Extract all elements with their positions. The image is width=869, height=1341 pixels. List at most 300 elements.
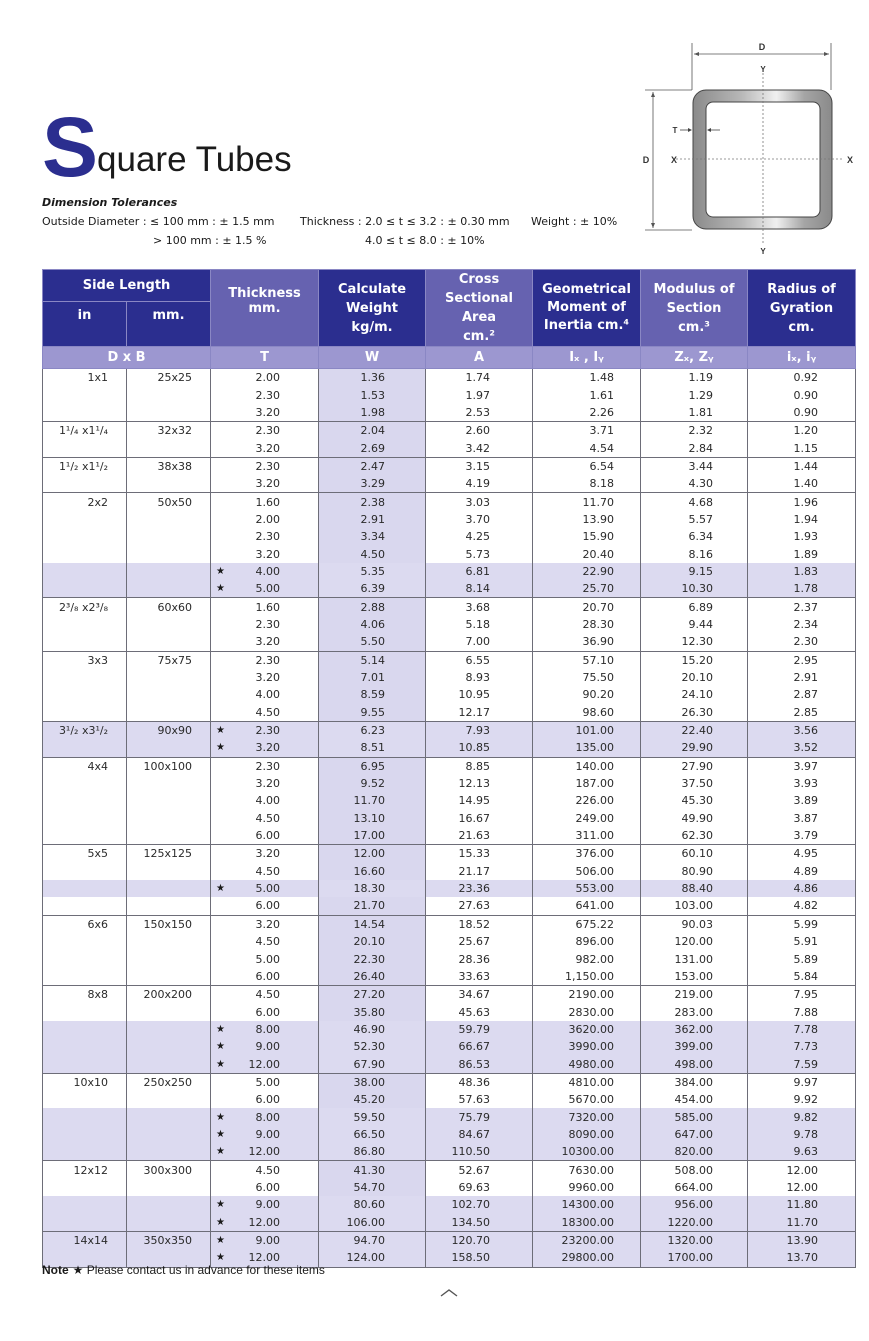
cell-thickness [211,1003,319,1020]
page-title [42,100,292,194]
cell-radius: 2.85 [748,704,856,722]
header-radius-unit: cm. [788,319,815,335]
thickness-value: 4.00 [255,688,281,702]
cell-inertia: 896.00 [533,933,641,950]
table-row [43,1231,856,1249]
thickness-value: 4.50 [255,935,281,949]
star-icon: ★ [216,1058,225,1070]
table-row [43,880,856,897]
star-icon: ★ [216,1023,225,1035]
table-row [43,739,856,757]
cell-area: 8.93 [426,669,533,686]
cell-modulus: 153.00 [641,968,748,986]
cell-modulus: 49.90 [641,810,748,827]
cell-inertia: 226.00 [533,792,641,809]
cell-radius: 4.95 [748,845,856,863]
cell-weight: 124.00 [319,1249,426,1267]
cell-area: 14.95 [426,792,533,809]
cell-side-mm [127,775,211,792]
cell-modulus: 647.00 [641,1126,748,1143]
cell-modulus: 8.16 [641,545,748,562]
thickness-value: 2.30 [255,459,281,473]
subheader-z: Zₓ, Zᵧ [641,347,748,369]
header-inertia-line2: Moment of [547,300,626,315]
cell-inertia: 6.54 [533,457,641,475]
cell-side-mm [127,1055,211,1073]
cell-modulus: 10.30 [641,580,748,598]
cell-side-in [43,1108,127,1125]
table-row [43,897,856,915]
thickness-value: 4.50 [255,705,281,719]
cell-weight: 21.70 [319,897,426,915]
cell-modulus: 9.15 [641,563,748,580]
cell-inertia: 1.61 [533,386,641,403]
cell-radius: 7.73 [748,1038,856,1055]
cell-weight: 12.00 [319,845,426,863]
cell-area: 7.93 [426,721,533,739]
table-row [43,845,856,863]
cell-weight: 45.20 [319,1091,426,1108]
cell-weight: 11.70 [319,792,426,809]
cell-weight: 1.36 [319,369,426,387]
tolerance-outside-diameter-1: Outside Diameter : ≤ 100 mm : ± 1.5 mm [42,215,275,228]
cell-modulus: 103.00 [641,897,748,915]
cell-side-mm: 300x300 [127,1161,211,1179]
cell-weight: 35.80 [319,1003,426,1020]
cell-weight: 80.60 [319,1196,426,1213]
star-icon: ★ [216,1216,225,1228]
note-label: Note [42,1263,69,1277]
cell-thickness [211,1179,319,1196]
title-initial: S [42,100,97,194]
cell-side-in: 1x1 [43,369,127,387]
cell-modulus: 956.00 [641,1196,748,1213]
star-icon: ★ [216,883,225,895]
cell-area: 25.67 [426,933,533,950]
cell-thickness [211,580,319,598]
cell-area: 52.67 [426,1161,533,1179]
cell-side-in [43,616,127,633]
cell-weight: 6.39 [319,580,426,598]
thickness-value: 12.00 [248,1057,281,1071]
cell-radius: 2.87 [748,686,856,703]
square-tube-spec-table [42,269,856,1268]
cell-radius: 2.91 [748,669,856,686]
thickness-value: 2.00 [255,512,281,526]
cell-radius: 4.89 [748,863,856,880]
cell-area: 18.52 [426,915,533,933]
cell-side-mm [127,528,211,545]
thickness-value: 2.00 [255,371,281,385]
header-in: in [43,301,127,346]
cell-radius: 1.83 [748,563,856,580]
cell-side-in: 2³/₈ x2³/₈ [43,598,127,616]
table-row [43,827,856,845]
cell-side-in: 4x4 [43,757,127,775]
cell-weight: 8.59 [319,686,426,703]
cell-weight: 6.23 [319,721,426,739]
thickness-value: 12.00 [248,1251,281,1265]
cell-side-mm [127,1214,211,1232]
cell-thickness [211,1038,319,1055]
header-weight-unit: kg/m. [351,319,393,335]
cell-radius: 0.90 [748,386,856,403]
cell-inertia: 553.00 [533,880,641,897]
cell-side-in: 3¹/₂ x3¹/₂ [43,721,127,739]
cell-side-in [43,1196,127,1213]
cell-weight: 14.54 [319,915,426,933]
cell-thickness [211,598,319,616]
thickness-value: 9.00 [255,1234,281,1248]
cell-side-in [43,1126,127,1143]
cell-thickness [211,1108,319,1125]
star-icon: ★ [216,742,225,754]
cell-thickness [211,704,319,722]
table-row [43,757,856,775]
cell-thickness [211,792,319,809]
thickness-value: 5.00 [255,952,281,966]
header-side-length: Side Length [43,270,211,302]
cell-side-mm [127,386,211,403]
cell-area: 16.67 [426,810,533,827]
table-row [43,616,856,633]
star-icon: ★ [216,565,225,577]
cell-modulus: 5.57 [641,511,748,528]
cell-area: 28.36 [426,950,533,967]
cell-modulus: 1320.00 [641,1231,748,1249]
cell-inertia: 187.00 [533,775,641,792]
cell-area: 48.36 [426,1073,533,1091]
cell-radius: 0.92 [748,369,856,387]
thickness-value: 2.30 [255,388,281,402]
cell-inertia: 3.71 [533,422,641,440]
tolerance-thickness-1: Thickness : 2.0 ≤ t ≤ 3.2 : ± 0.30 mm [300,215,510,228]
cell-modulus: 1.19 [641,369,748,387]
cell-area: 4.19 [426,475,533,493]
subheader-w: W [319,347,426,369]
header-thickness-label: Thickness [228,286,301,301]
cell-side-in [43,528,127,545]
cell-inertia: 8090.00 [533,1126,641,1143]
cell-thickness [211,493,319,511]
cell-thickness [211,528,319,545]
cell-side-in: 6x6 [43,915,127,933]
label-d-top: D [758,42,766,52]
table-body [43,369,856,1268]
cell-side-in [43,439,127,457]
cell-thickness [211,950,319,967]
cell-weight: 5.50 [319,633,426,651]
cell-side-mm: 90x90 [127,721,211,739]
cell-side-in [43,880,127,897]
thickness-value: 4.50 [255,1163,281,1177]
header-mm: mm. [127,301,211,346]
thickness-value: 9.00 [255,1040,281,1054]
cell-thickness [211,439,319,457]
cell-inertia: 4980.00 [533,1055,641,1073]
cell-side-in [43,968,127,986]
cell-inertia: 7630.00 [533,1161,641,1179]
cell-modulus: 37.50 [641,775,748,792]
cell-thickness [211,845,319,863]
cell-side-in [43,669,127,686]
table-row [43,369,856,387]
cell-thickness [211,369,319,387]
cell-weight: 1.98 [319,404,426,422]
cell-side-in: 10x10 [43,1073,127,1091]
cell-side-in [43,1091,127,1108]
table-row [43,386,856,403]
cell-thickness [211,915,319,933]
cell-weight: 54.70 [319,1179,426,1196]
cell-thickness [211,669,319,686]
cell-area: 23.36 [426,880,533,897]
cell-side-mm [127,704,211,722]
cell-thickness [211,897,319,915]
cell-side-mm [127,950,211,967]
cell-radius: 9.63 [748,1143,856,1161]
cell-radius: 1.78 [748,580,856,598]
cell-radius: 3.93 [748,775,856,792]
cell-modulus: 62.30 [641,827,748,845]
cell-inertia: 18300.00 [533,1214,641,1232]
cell-side-mm: 50x50 [127,493,211,511]
cell-side-in [43,1038,127,1055]
cell-weight: 18.30 [319,880,426,897]
cell-modulus: 2.32 [641,422,748,440]
cell-side-in [43,511,127,528]
cell-thickness [211,810,319,827]
cell-inertia: 23200.00 [533,1231,641,1249]
cell-inertia: 2830.00 [533,1003,641,1020]
header-inertia-line3: Inertia cm.⁴ [543,318,630,333]
cell-modulus: 454.00 [641,1091,748,1108]
cell-weight: 86.80 [319,1143,426,1161]
table-row [43,1003,856,1020]
table-row [43,686,856,703]
cell-modulus: 6.89 [641,598,748,616]
cell-radius: 11.70 [748,1214,856,1232]
cell-weight: 94.70 [319,1231,426,1249]
cell-modulus: 585.00 [641,1108,748,1125]
cell-modulus: 498.00 [641,1055,748,1073]
cell-side-mm [127,968,211,986]
cell-weight: 5.14 [319,651,426,669]
thickness-value: 5.00 [255,1075,281,1089]
cell-weight: 13.10 [319,810,426,827]
cell-radius: 13.70 [748,1249,856,1267]
cell-inertia: 98.60 [533,704,641,722]
cell-side-in [43,827,127,845]
cell-area: 6.55 [426,651,533,669]
cell-inertia: 1,150.00 [533,968,641,986]
star-icon: ★ [216,1199,225,1211]
cell-area: 8.14 [426,580,533,598]
table-row [43,493,856,511]
cell-side-mm [127,880,211,897]
cell-side-mm [127,1108,211,1125]
cell-modulus: 362.00 [641,1021,748,1038]
cell-modulus: 2.84 [641,439,748,457]
cell-modulus: 4.30 [641,475,748,493]
tolerance-thickness-2: 4.0 ≤ t ≤ 8.0 : ± 10% [365,234,485,247]
cell-side-in [43,1003,127,1020]
cell-side-mm [127,1179,211,1196]
table-row [43,863,856,880]
cell-weight: 9.55 [319,704,426,722]
tolerance-weight: Weight : ± 10% [531,215,618,228]
cell-area: 45.63 [426,1003,533,1020]
cell-radius: 4.82 [748,897,856,915]
cell-radius: 5.84 [748,968,856,986]
table-row [43,1108,856,1125]
cell-radius: 12.00 [748,1179,856,1196]
cell-area: 33.63 [426,968,533,986]
cell-radius: 9.82 [748,1108,856,1125]
cell-side-mm [127,563,211,580]
cell-inertia: 57.10 [533,651,641,669]
cell-inertia: 3620.00 [533,1021,641,1038]
cell-inertia: 7320.00 [533,1108,641,1125]
cell-modulus: 1.81 [641,404,748,422]
header-weight-line1: Calculate [338,281,407,297]
cell-side-mm [127,1021,211,1038]
cell-side-mm: 125x125 [127,845,211,863]
table-row [43,792,856,809]
cell-area: 1.97 [426,386,533,403]
label-y-bottom: Y [760,247,766,256]
cell-side-mm [127,810,211,827]
header-cross-sectional-area [426,270,533,347]
table-row [43,721,856,739]
cell-side-mm [127,439,211,457]
table-row [43,457,856,475]
cell-modulus: 90.03 [641,915,748,933]
cell-modulus: 80.90 [641,863,748,880]
table-row [43,511,856,528]
cell-inertia: 3990.00 [533,1038,641,1055]
cell-inertia: 36.90 [533,633,641,651]
table-row [43,598,856,616]
cell-inertia: 20.40 [533,545,641,562]
cell-radius: 1.44 [748,457,856,475]
cell-area: 12.17 [426,704,533,722]
cell-inertia: 506.00 [533,863,641,880]
cell-thickness [211,511,319,528]
cell-area: 34.67 [426,986,533,1004]
thickness-value: 6.00 [255,899,281,913]
cell-thickness [211,633,319,651]
cell-side-in [43,404,127,422]
cell-modulus: 1700.00 [641,1249,748,1267]
cell-weight: 16.60 [319,863,426,880]
cell-side-mm [127,1038,211,1055]
cell-inertia: 376.00 [533,845,641,863]
cell-area: 110.50 [426,1143,533,1161]
square-tube-diagram [630,35,869,260]
cell-side-in [43,633,127,651]
cell-thickness [211,651,319,669]
cell-modulus: 508.00 [641,1161,748,1179]
cell-side-in [43,775,127,792]
cell-inertia: 15.90 [533,528,641,545]
table-row [43,1126,856,1143]
cell-area: 57.63 [426,1091,533,1108]
chevron-up-icon[interactable] [440,1287,458,1299]
cell-side-mm [127,792,211,809]
cell-modulus: 1220.00 [641,1214,748,1232]
thickness-value: 2.30 [255,653,281,667]
label-d-left: D [642,155,650,165]
cell-thickness [211,827,319,845]
cell-thickness [211,1231,319,1249]
cell-thickness [211,1055,319,1073]
cell-side-in [43,863,127,880]
cell-thickness [211,1143,319,1161]
cell-inertia: 11.70 [533,493,641,511]
cell-radius: 2.34 [748,616,856,633]
table-row [43,704,856,722]
cell-thickness [211,1021,319,1038]
header-modulus-unit: cm.³ [678,319,710,335]
thickness-value: 9.00 [255,1198,281,1212]
cell-inertia: 675.22 [533,915,641,933]
cell-radius: 1.40 [748,475,856,493]
table-row [43,1196,856,1213]
table-row [43,633,856,651]
cell-weight: 5.35 [319,563,426,580]
cell-weight: 46.90 [319,1021,426,1038]
cell-thickness [211,1073,319,1091]
table-row [43,404,856,422]
cell-thickness [211,757,319,775]
thickness-value: 3.20 [255,847,281,861]
header-radius-line2: Gyration [769,300,834,316]
cell-area: 69.63 [426,1179,533,1196]
subheader-t: T [211,347,319,369]
cell-side-in: 5x5 [43,845,127,863]
table-row [43,968,856,986]
cell-radius: 7.78 [748,1021,856,1038]
cell-side-in [43,563,127,580]
tolerances-heading: Dimension Tolerances [42,196,178,209]
title-rest: quare Tubes [97,140,292,179]
cell-area: 86.53 [426,1055,533,1073]
cell-inertia: 101.00 [533,721,641,739]
cell-inertia: 14300.00 [533,1196,641,1213]
cell-weight: 4.50 [319,545,426,562]
table-row [43,915,856,933]
header-thickness-unit: mm. [248,301,281,316]
thickness-value: 6.00 [255,1180,281,1194]
thickness-value: 4.00 [255,794,281,808]
thickness-value: 3.20 [255,917,281,931]
cell-area: 158.50 [426,1249,533,1267]
cell-inertia: 135.00 [533,739,641,757]
thickness-value: 6.00 [255,969,281,983]
star-icon: ★ [216,1041,225,1053]
table-row [43,528,856,545]
table-row [43,563,856,580]
cell-weight: 3.29 [319,475,426,493]
table-row [43,1161,856,1179]
cell-thickness [211,1196,319,1213]
cell-area: 21.63 [426,827,533,845]
header-modulus-line1: Modulus of [653,281,735,297]
cell-radius: 5.89 [748,950,856,967]
star-icon: ★ [216,1128,225,1140]
cell-side-mm [127,1091,211,1108]
